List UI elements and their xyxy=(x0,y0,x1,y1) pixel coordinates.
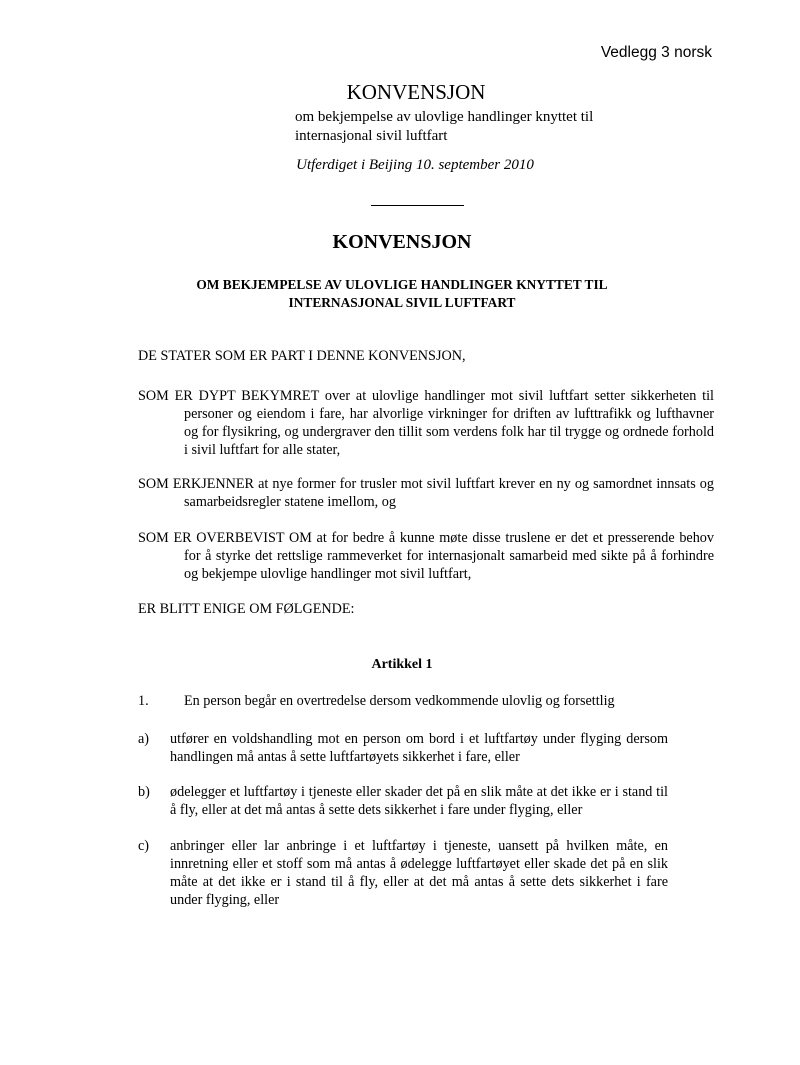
separator-rule xyxy=(371,205,464,206)
list-item-label: c) xyxy=(138,838,150,854)
list-item-label: a) xyxy=(138,731,150,747)
paragraph-text: En person begår en overtredelse dersom vedkommende ulovlig og forsettlig xyxy=(184,693,615,709)
preamble-concerned: SOM ER DYPT BEKYMRET over at ulovlige handlinger mot sivil luftfart setter sikkerheten til personer og eiendom i fare, har alvorlige virkninger for driften av lufttrafikk og lufthavner og for flysikring, og undergraver den tillit som verdens folk har til trygge og ordnede forhold i sivil luftfart for alle stater, xyxy=(138,388,714,458)
main-title: KONVENSJON xyxy=(332,231,472,253)
main-subtitle-line2: INTERNASJONAL SIVIL LUFTFART xyxy=(288,295,516,310)
list-item-label: b) xyxy=(138,784,150,800)
cover-date: Utferdiget i Beijing 10. september 2010 xyxy=(296,157,534,173)
paragraph-number: 1. xyxy=(138,693,149,709)
preamble-convinced: SOM ER OVERBEVIST OM at for bedre å kunne møte disse truslene er det et presserende behov for å styrke det rettslige rammeverket for internasjonalt samarbeid med sikte på å forhindre og bekjempe ulovlige handlinger mot sivil luftfart, xyxy=(138,530,714,582)
list-item-text: ødelegger et luftfartøy i tjeneste eller skader det på en slik måte at det ikke er i stand til å fly, eller at det må antas å sette dets sikkerhet i fare under flyging, eller xyxy=(170,784,668,818)
cover-title: KONVENSJON xyxy=(346,80,486,104)
main-subtitle-line1: OM BEKJEMPELSE AV ULOVLIGE HANDLINGER KNYTTET TIL xyxy=(196,277,608,292)
cover-subtitle-line2: internasjonal sivil luftfart xyxy=(295,128,448,144)
list-item-text: utfører en voldshandling mot en person om bord i et luftfartøy under flyging dersom handlingen må antas å sette luftfartøyets sikkerhet i fare, eller xyxy=(170,731,668,765)
preamble-recognizing: SOM ERKJENNER at nye former for trusler mot sivil luftfart krever en ny og samordnet innsats og samarbeidsregler statene imellom, og xyxy=(138,476,714,510)
annex-label: Vedlegg 3 norsk xyxy=(600,44,712,61)
preamble-agreed: ER BLITT ENIGE OM FØLGENDE: xyxy=(138,601,355,617)
cover-subtitle-line1: om bekjempelse av ulovlige handlinger knyttet til xyxy=(295,109,594,125)
preamble-states: DE STATER SOM ER PART I DENNE KONVENSJON, xyxy=(138,348,466,364)
list-item-text: anbringer eller lar anbringe i et luftfartøy i tjeneste, uansett på hvilken måte, en innretning eller et stoff som må antas å ødelegge luftfartøyet eller skade det på en slik måte at det ikke er i stand til å fly, eller at det må antas å sette dets sikkerhet i fare under flyging, eller xyxy=(170,838,668,908)
article-title: Artikkel 1 xyxy=(371,657,433,672)
